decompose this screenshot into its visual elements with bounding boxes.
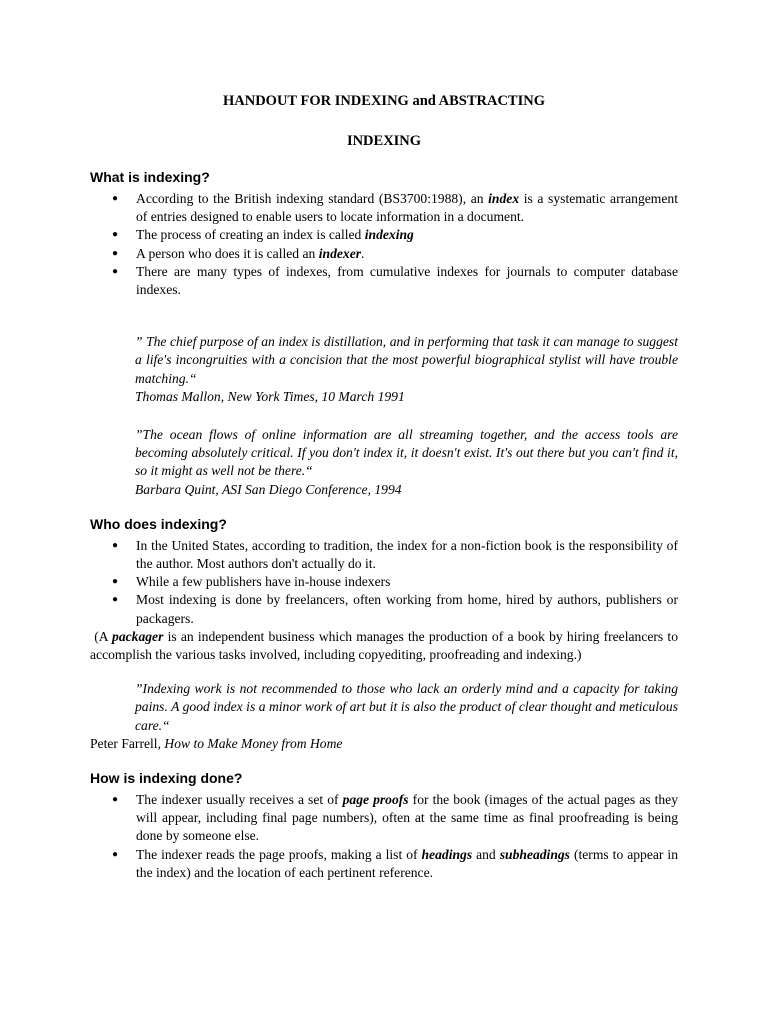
section-heading-who: Who does indexing? <box>90 515 227 532</box>
bullet-icon: ● <box>112 229 119 241</box>
list-item: ● The indexer usually receives a set of page proofs for the book (images of the actual pages as they will appear, including final page numbers), often at the same time as final proofreading is being done by someone else. <box>112 792 678 844</box>
document-title: HANDOUT FOR INDEXING and ABSTRACTING <box>222 93 546 109</box>
bullet-icon: ● <box>112 265 119 277</box>
section-heading-how: How is indexing done? <box>90 770 243 787</box>
bullet-icon: ● <box>112 247 119 259</box>
quote-source: Barbara Quint, ASI San Diego Conference, 1994 <box>135 481 402 497</box>
list-item: ● There are many types of indexes, from cumulative indexes for journals to computer database indexes. <box>112 263 678 298</box>
quote-farrell: ”Indexing work is not recommended to those who lack an orderly mind and a capacity for taking pains. A good index is a minor work of art but it is also the product of clear thought and meticulous care.“ <box>135 681 678 733</box>
bullet-list-what <box>90 190 678 299</box>
bullet-list-who <box>90 537 678 628</box>
list-item: ● The indexer reads the page proofs, making a list of headings and subheadings (terms to appear in the index) and the location of each pertinent reference. <box>112 846 678 880</box>
list-item: ● While a few publishers have in-house indexers <box>90 573 678 591</box>
bullet-icon: ● <box>112 794 119 806</box>
list-item: ● The process of creating an index is called indexing <box>90 226 678 244</box>
bullet-icon: ● <box>112 539 119 551</box>
quote-source: Thomas Mallon, New York Times, 10 March 1991 <box>135 388 405 404</box>
bullet-icon: ● <box>112 576 119 588</box>
quote-mallon: ” The chief purpose of an index is distillation, and in performing that task it can manage to suggest a life's incongruities with a concision that the most powerful biographical stylist will have trouble matching.“ Thomas Mallon, New York Times, 10 March 1991 <box>135 333 678 406</box>
quote-source: Peter Farrell, How to Make Money from Home <box>90 735 343 751</box>
bullet-icon: ● <box>112 594 119 606</box>
list-item: ● Most indexing is done by freelancers, often working from home, hired by authors, publishers or packagers. <box>112 592 678 626</box>
packager-paragraph: (A packager is an independent business which manages the production of a book by hiring freelancers to accomplish the various tasks involved, including copyediting, proofreading and indexing.) <box>90 628 678 663</box>
section-heading-what: What is indexing? <box>90 169 210 185</box>
bullet-list-how <box>90 791 678 882</box>
bullet-icon: ● <box>112 848 119 860</box>
list-item: ● In the United States, according to tradition, the index for a non-fiction book is the responsibility of the author. Most authors don't actually do it. <box>112 537 678 572</box>
bullet-icon: ● <box>112 193 119 204</box>
document-subtitle: INDEXING <box>346 133 422 149</box>
list-item: ● According to the British indexing standard (BS3700:1988), an index is a systematic arrangement of entries designed to enable users to locate information in a document. <box>112 191 678 225</box>
list-item: ● A person who does it is called an indexer. <box>90 245 678 263</box>
quote-quint: ”The ocean flows of online information are all streaming together, and the access tools are becoming absolutely critical. If you don't index it, it doesn't exist. It's out there but you can't find it, so it might as well not be there.“ Barbara Quint, ASI San Diego Conference, 1994 <box>135 426 678 499</box>
